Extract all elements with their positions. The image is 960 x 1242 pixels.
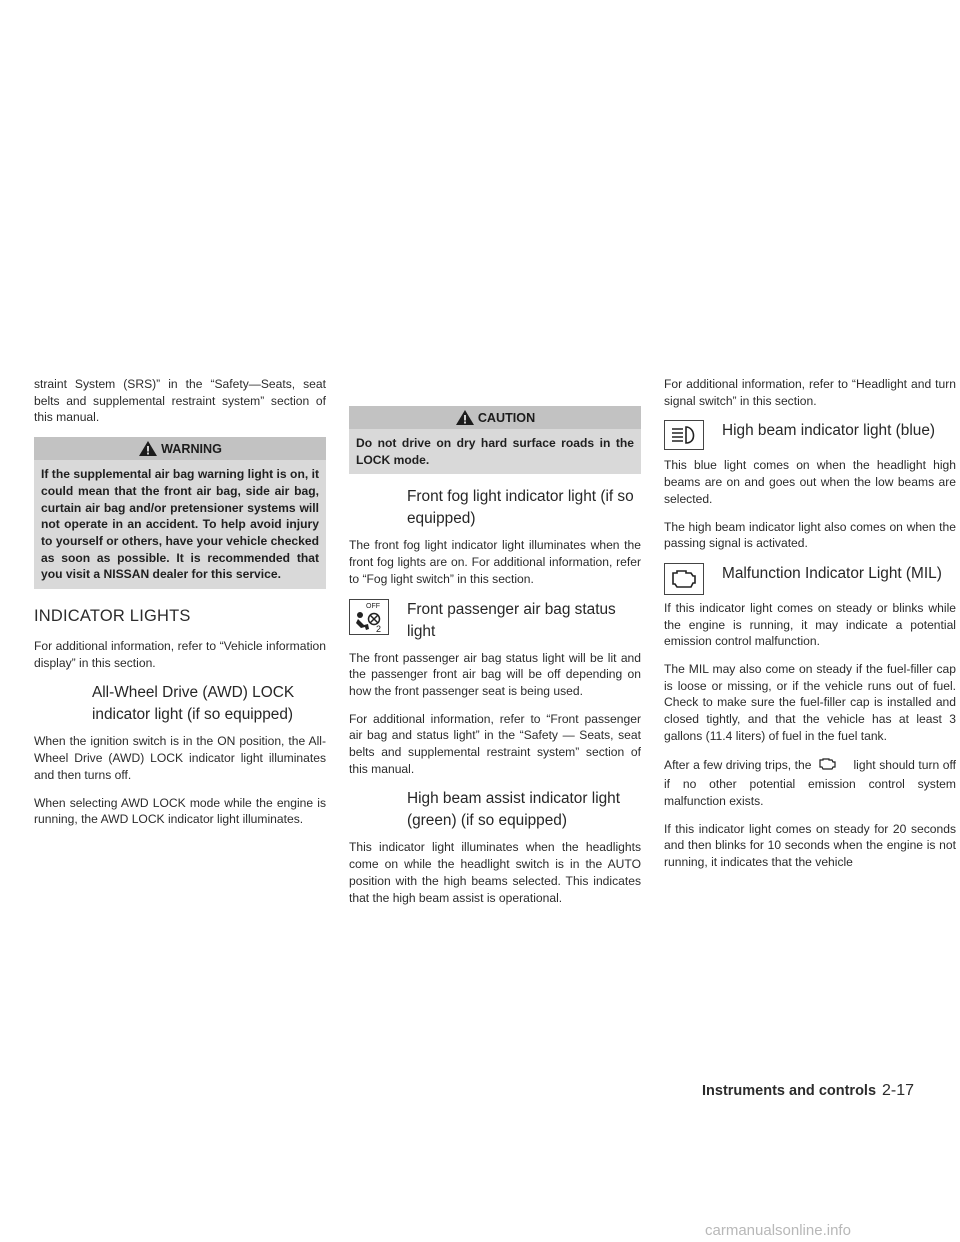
fog-title: Front fog light indicator light (if so equipped) — [407, 488, 634, 528]
section-heading: INDICATOR LIGHTS — [34, 607, 191, 626]
fog-subheading — [349, 486, 641, 530]
mil-paragraph-2: The MIL may also come on steady if the fuel-filler cap is loose or missing, or if the vehicle runs out of fuel. Check to make sure the fuel-filler cap is installed and closed tightly, and that the vehicle has at least 3 gallons (11.4 liters) of fuel in the fuel tank. — [664, 662, 956, 743]
page-footer — [702, 1082, 914, 1100]
caution-box — [349, 406, 641, 474]
caution-header — [349, 406, 641, 429]
mil-paragraph-3-end: light should turn off if no other potential emission control system malfunction exists. — [664, 757, 956, 808]
column-2 — [349, 376, 641, 917]
warning-label: WARNING — [161, 441, 222, 456]
fog-paragraph: The front fog light indicator light illuminates when the front fog lights are on. For additional information, refer to “Fog light switch” in this section. — [349, 538, 641, 586]
hba-title: High beam assist indicator light (green) (if so equipped) — [407, 790, 621, 830]
col3-intro: For additional information, refer to “Headlight and turn signal switch” in this section. — [664, 377, 956, 408]
highbeam-paragraph-2: The high beam indicator light also comes on when the passing signal is activated. — [664, 519, 956, 551]
awd-paragraph-2: When selecting AWD LOCK mode while the engine is running, the AWD LOCK indicator light illuminates. — [34, 795, 326, 827]
airbag-subheading — [349, 599, 641, 643]
high-beam-icon — [664, 420, 722, 450]
mil-paragraph-3-start: After a few driving trips, the — [664, 757, 812, 772]
footer-section: Instruments and controls — [702, 1083, 877, 1099]
engine-check-inline-icon — [817, 756, 839, 777]
hba-subheading — [349, 788, 641, 832]
airbag-paragraph-2: For additional information, refer to “Front passenger air bag and status light” in the “Safety — Seats, seat belts and supplemental restraint system” section of this manual. — [349, 711, 641, 776]
awd-lock-title: All-Wheel Drive (AWD) LOCK indicator light (if so equipped) — [92, 684, 295, 724]
caution-text: Do not drive on dry hard surface roads in the LOCK mode. — [356, 436, 634, 467]
highbeam-subheading — [664, 420, 956, 450]
caution-triangle-icon — [455, 409, 475, 426]
warning-triangle-icon — [138, 440, 158, 457]
engine-check-icon — [664, 563, 722, 593]
page-number: 2-17 — [882, 1082, 915, 1099]
mil-title: Malfunction Indicator Light (MIL) — [722, 564, 942, 582]
highbeam-title: High beam indicator light (blue) — [722, 422, 936, 440]
mil-subheading — [664, 563, 956, 593]
airbag-off-text: OFF — [366, 602, 380, 610]
awd-paragraph-1: When the ignition switch is in the ON position, the All-Wheel Drive (AWD) LOCK indicator light illuminates and then turns off. — [34, 734, 326, 782]
warning-text: If the supplemental air bag warning light is on, it could mean that the front air bag, side air bag, curtain air bag and/or pretensioner systems will not operate in an accident. To help avoid injury to yourself or others, have your vehicle checked as soon as possible. It is recommended that you visit a NISSAN dealer for this service. — [41, 467, 319, 582]
column-1 — [34, 376, 326, 839]
warning-header — [34, 437, 326, 460]
column-3 — [664, 376, 956, 882]
mil-paragraph-4: If this indicator light comes on steady for 20 seconds and then blinks for 10 seconds when the engine is not running, it indicates that the vehicle — [664, 821, 956, 870]
airbag-title: Front passenger air bag status light — [407, 600, 616, 640]
airbag-paragraph-1: The front passenger air bag status light will be lit and the passenger front air bag will be off depending on how the front passenger seat is being used. — [349, 650, 641, 698]
warning-box — [34, 437, 326, 589]
highbeam-paragraph-1: This blue light comes on when the headlight high beams are on and goes out when the low beams are selected. — [664, 458, 956, 506]
awd-lock-subheading — [34, 682, 326, 726]
watermark-text: carmanualsonline.info — [705, 1222, 851, 1239]
fog-light-icon — [349, 486, 407, 516]
high-beam-assist-icon — [349, 788, 407, 818]
svg-text:2: 2 — [376, 623, 382, 634]
passenger-airbag-off-icon — [349, 599, 407, 634]
awd-lock-icon — [34, 682, 92, 712]
mil-paragraph-3 — [664, 756, 956, 810]
caution-label: CAUTION — [477, 410, 536, 425]
heading-paragraph: For additional information, refer to “Vehicle information display” in this section. — [34, 639, 326, 670]
mil-paragraph-1: If this indicator light comes on steady or blinks while the engine is running, it may indicate a potential emission control malfunction. — [664, 600, 956, 649]
hba-paragraph: This indicator light illuminates when the headlights come on while the headlight switch is in the AUTO position with the high beams selected. This indicates that the high beam assist is operational. — [349, 840, 641, 905]
intro-paragraph: straint System (SRS)” in the “Safety—Seats, seat belts and supplemental restraint system” section of this manual. — [34, 377, 326, 425]
